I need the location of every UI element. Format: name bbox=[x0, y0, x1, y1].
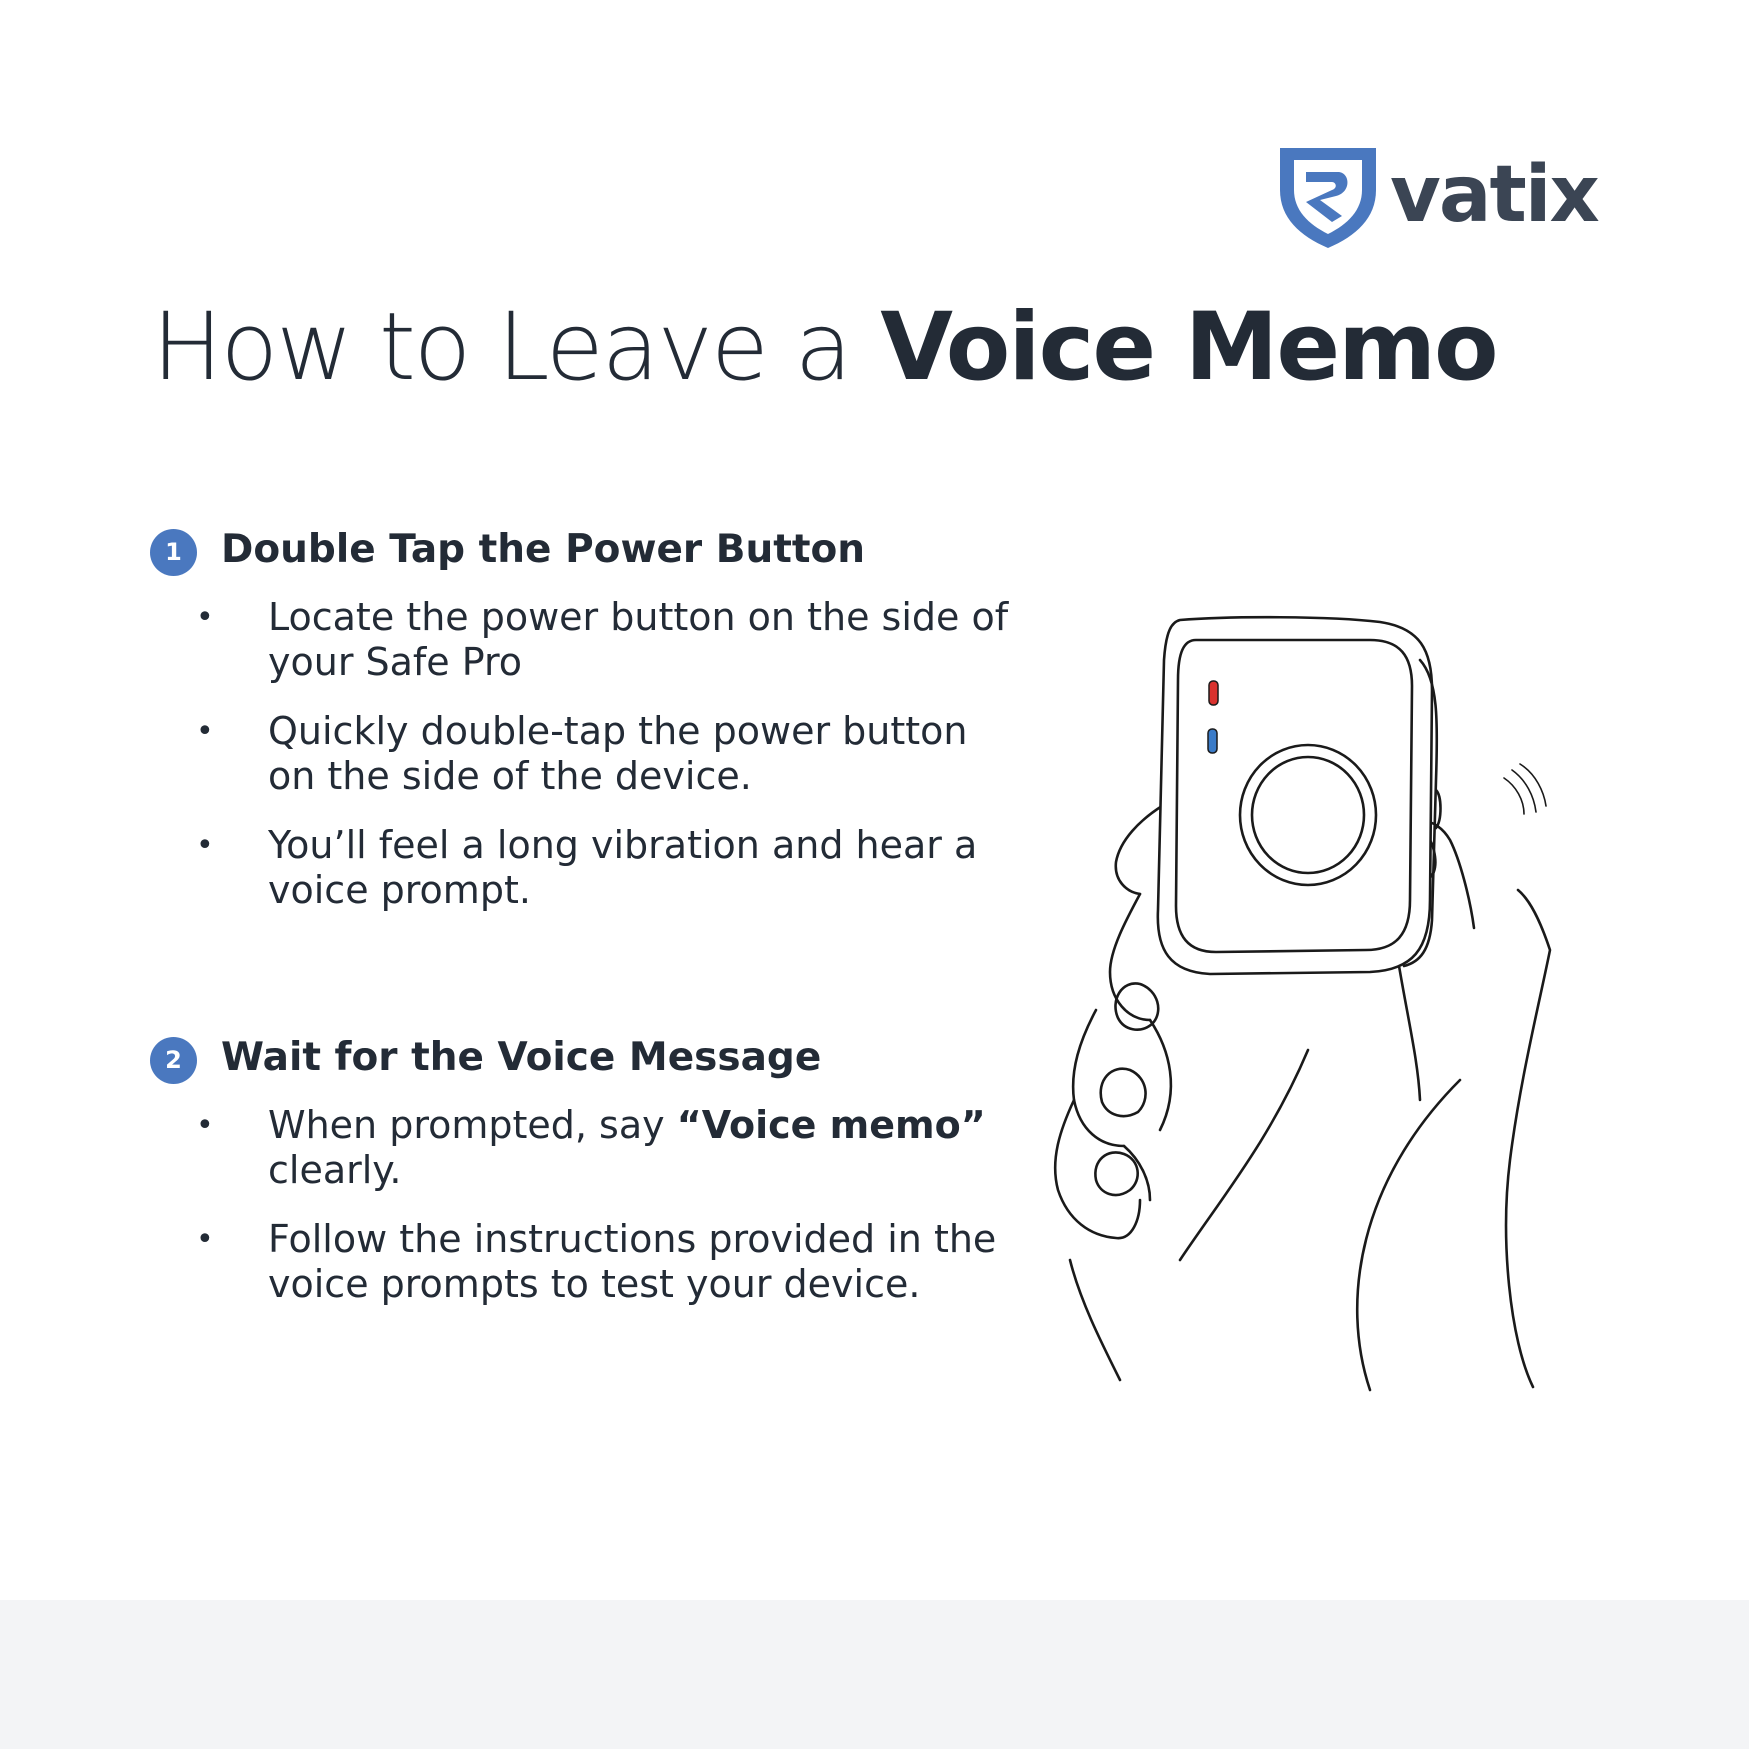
page-title bbox=[152, 293, 1497, 402]
list-item bbox=[150, 1217, 1010, 1307]
step-1-header bbox=[150, 525, 1010, 581]
footer-band bbox=[0, 1600, 1749, 1749]
step-number-badge: 1 bbox=[150, 529, 197, 576]
list-item-text: Quickly double-tap the power button on the side of the device. bbox=[268, 709, 968, 798]
palm-crease bbox=[1357, 1080, 1460, 1390]
bullet-icon: • bbox=[196, 1222, 214, 1257]
list-item bbox=[150, 823, 1010, 913]
list-item-emphasis: “Voice memo” bbox=[676, 1103, 986, 1147]
step-1 bbox=[150, 525, 1010, 937]
bullet-icon: • bbox=[196, 714, 214, 749]
step-2-bullets bbox=[150, 1103, 1010, 1307]
vibration-icon bbox=[1504, 778, 1524, 814]
fingernail bbox=[1095, 1152, 1137, 1195]
fingernail bbox=[1101, 1069, 1146, 1116]
list-item bbox=[150, 1103, 1010, 1193]
hand-outline bbox=[1506, 890, 1550, 1387]
finger bbox=[1055, 1100, 1140, 1238]
led-red bbox=[1209, 681, 1218, 705]
bullet-icon: • bbox=[196, 828, 214, 863]
step-2 bbox=[150, 1033, 1010, 1331]
step-title: Wait for the Voice Message bbox=[221, 1035, 822, 1080]
title-light: How to Leave a bbox=[152, 293, 851, 402]
bullet-icon: • bbox=[196, 600, 214, 635]
shield-logo-icon bbox=[1276, 146, 1380, 250]
vibration-icon bbox=[1512, 770, 1536, 812]
hand-holding-device-illustration bbox=[1040, 600, 1600, 1400]
step-2-header bbox=[150, 1033, 1010, 1089]
list-item-text-before: When prompted, say bbox=[268, 1103, 677, 1147]
list-item-text-after: clearly. bbox=[268, 1148, 402, 1192]
finger bbox=[1116, 806, 1162, 894]
title-bold: Voice Memo bbox=[880, 293, 1497, 402]
finger-joint bbox=[1150, 1020, 1171, 1130]
palm-crease bbox=[1180, 1050, 1308, 1260]
vatix-logo bbox=[1276, 146, 1606, 250]
step-number-badge: 2 bbox=[150, 1037, 197, 1084]
step-title: Double Tap the Power Button bbox=[221, 527, 866, 572]
brand-name: vatix bbox=[1390, 150, 1598, 240]
finger bbox=[1073, 1010, 1124, 1146]
list-item-text: Follow the instructions provided in the voice prompts to test your device. bbox=[268, 1217, 997, 1306]
list-item-text: You’ll feel a long vibration and hear a voice prompt. bbox=[268, 823, 978, 912]
list-item bbox=[150, 595, 1010, 685]
hand-outline bbox=[1070, 1260, 1120, 1380]
list-item-text: Locate the power button on the side of your Safe Pro bbox=[268, 595, 1009, 684]
bullet-icon: • bbox=[196, 1108, 214, 1143]
led-blue bbox=[1208, 729, 1217, 753]
step-1-bullets bbox=[150, 595, 1010, 913]
safe-pro-device bbox=[1158, 617, 1441, 974]
list-item bbox=[150, 709, 1010, 799]
